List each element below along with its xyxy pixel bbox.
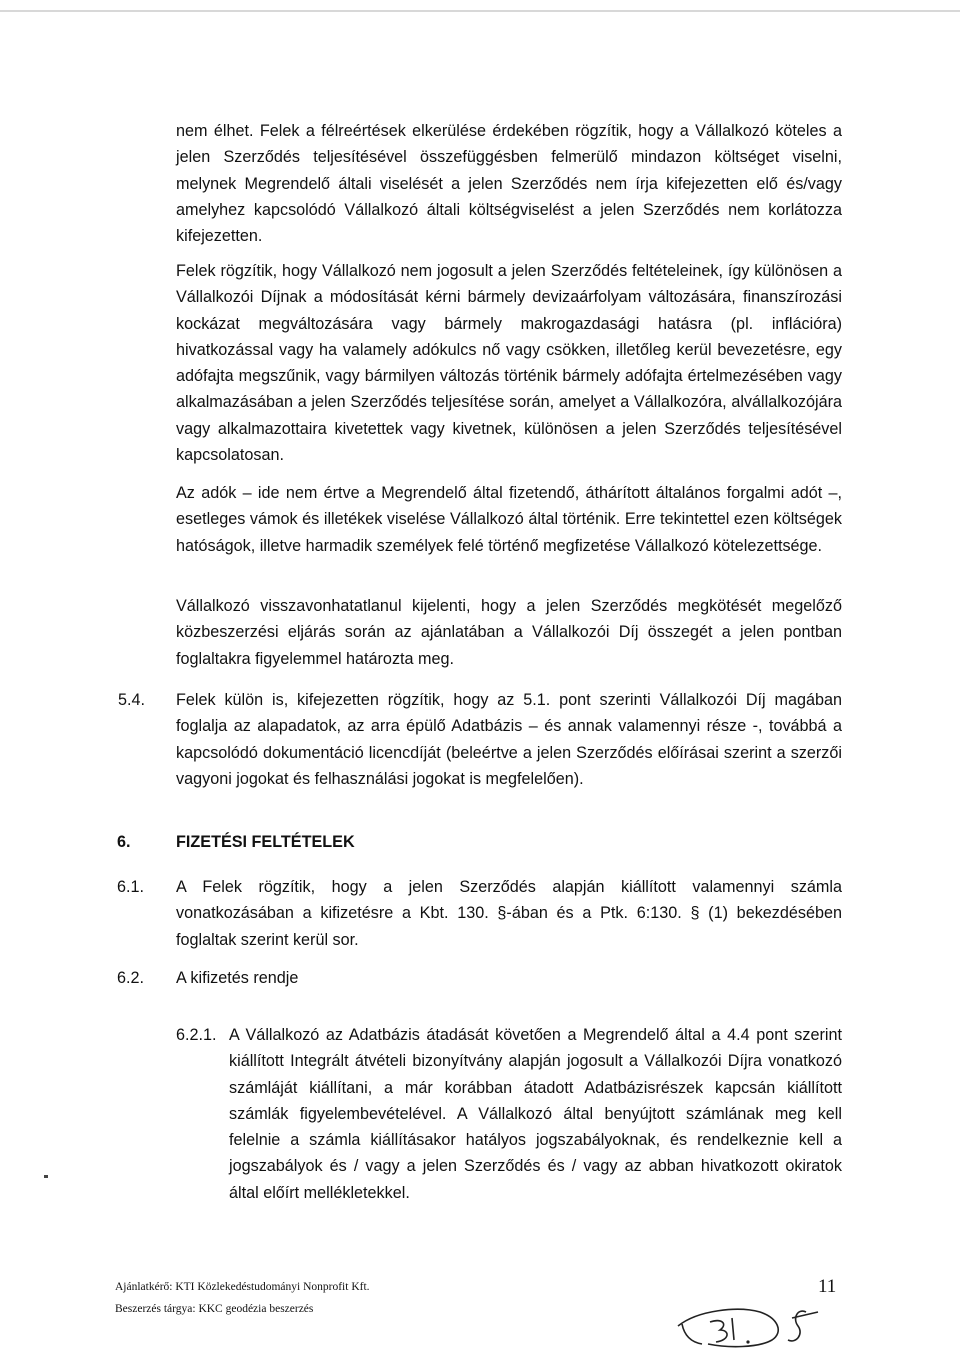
section-number-6-2-1: 6.2.1. (176, 1026, 217, 1044)
section-number-6-2: 6.2. (117, 969, 145, 987)
scan-speck (44, 1175, 48, 1178)
page-number: 11 (818, 1276, 837, 1297)
section-6-heading: FIZETÉSI FELTÉTELEK (176, 833, 355, 851)
section-number-6: 6. (117, 833, 131, 851)
section-5-4-text: Felek külön is, kifejezetten rögzítik, hogy az 5.1. pont szerinti Vállalkozói Díj magában foglalja az alapadatok, az arra épülő Adatbázis – és annak valamennyi része -, továbbá a kapcsolódó dokumentáció licencdíját (beleértve a jelen Szerződés előírásai szerint a szerzői vagyoni jogokat és felhasználási jogokat is megfelelően). (176, 691, 842, 788)
footer-subject: Beszerzés tárgya: KKC geodézia beszerzés (115, 1303, 314, 1315)
scan-edge-line (0, 10, 960, 12)
section-6-2-1-text: A Vállalkozó az Adatbázis átadását követően a Megrendelő által a 4.4 pont szerint kiállított Integrált átvételi bizonyítvány alapján jogosult a Vállalkozói Díjra vonatkozó számláját kiállítani, a már korábban átadott Adatbázisrészek kapcsán kiállított számlák figyelembevételével. A Vállalkozó által benyújtott számlának meg kell felelnie a számla kiállításakor hatályos jogszabályoknak, és rendelkeznie kell a jogszabályok és / vagy a jelen Szerződés és / vagy az abban hivatkozott okiratok által előírt mellékletekkel. (229, 1026, 842, 1202)
section-6-2-title: A kifizetés rendje (176, 969, 299, 987)
paragraph-cost-bearing: nem élhet. Felek a félreértések elkerülése érdekében rögzítik, hogy a Vállalkozó köteles a jelen Szerződés teljesítésével összefüggésben felmerülő mindazon költséget viselni, melynek Megrendelő általi viselését a jelen Szerződés nem írja kifejezetten elő és/vagy amelyhez kapcsolódó Vállalkozó általi költségviselést a jelen Szerződés nem korlátozza kifejezetten. (176, 122, 842, 246)
paragraph-irrevocable-declaration: Vállalkozó visszavonhatatlanul kijelenti, hogy a jelen Szerződés megkötését megelőző közbeszerzési eljárás során az ajánlatában a Vállalkozói Díj összegét a jelen pontban foglaltakra figyelemmel határozta meg. (176, 597, 842, 668)
handwritten-initials-signature (668, 1288, 838, 1358)
footer-client: Ajánlatkérő: KTI Közlekedéstudományi Nonprofit Kft. (115, 1281, 370, 1293)
paragraph-taxes: Az adók – ide nem értve a Megrendelő által fizetendő, áthárított általános forgalmi adót –, esetleges vámok és illetékek viselése Vállalkozó által történik. Erre tekintettel ezen költségek hatóságok, illetve harmadik személyek felé történő megfizetése Vállalkozó kötelezettsége. (176, 484, 842, 555)
section-number-5-4: 5.4. (118, 691, 146, 709)
paragraph-no-price-modification: Felek rögzítik, hogy Vállalkozó nem jogosult a jelen Szerződés feltételeinek, így különösen a Vállalkozói Díjnak a módosítását kérni bármely devizaárfolyam változására, finanszírozási kockázat megváltozására vagy bármely makrogazdasági hatásra (pl. inflációra) hivatkozással vagy ha valamely adókulcs nő vagy csökken, illetőleg kerül bevezetésre, egy adófajta megszűnik, vagy bármilyen változás történik bármely adófajta értelmezésében vagy alkalmazásában a jelen Szerződés teljesítése során, amelyet a Vállalkozóra, alvállalkozójára vagy alkalmazottaira kivetettek vagy kivetnek, különösen a jelen Szerződés teljesítésével kapcsolatosan. (176, 262, 842, 465)
section-6-1-text: A Felek rögzítik, hogy a jelen Szerződés alapján kiállított valamennyi számla vonatkozásában a kifizetésre a Kbt. 130. §-ában és a Ptk. 6:130. § (1) bekezdésében foglaltak szerint kerül sor. (176, 878, 842, 949)
section-number-6-1: 6.1. (117, 878, 145, 896)
